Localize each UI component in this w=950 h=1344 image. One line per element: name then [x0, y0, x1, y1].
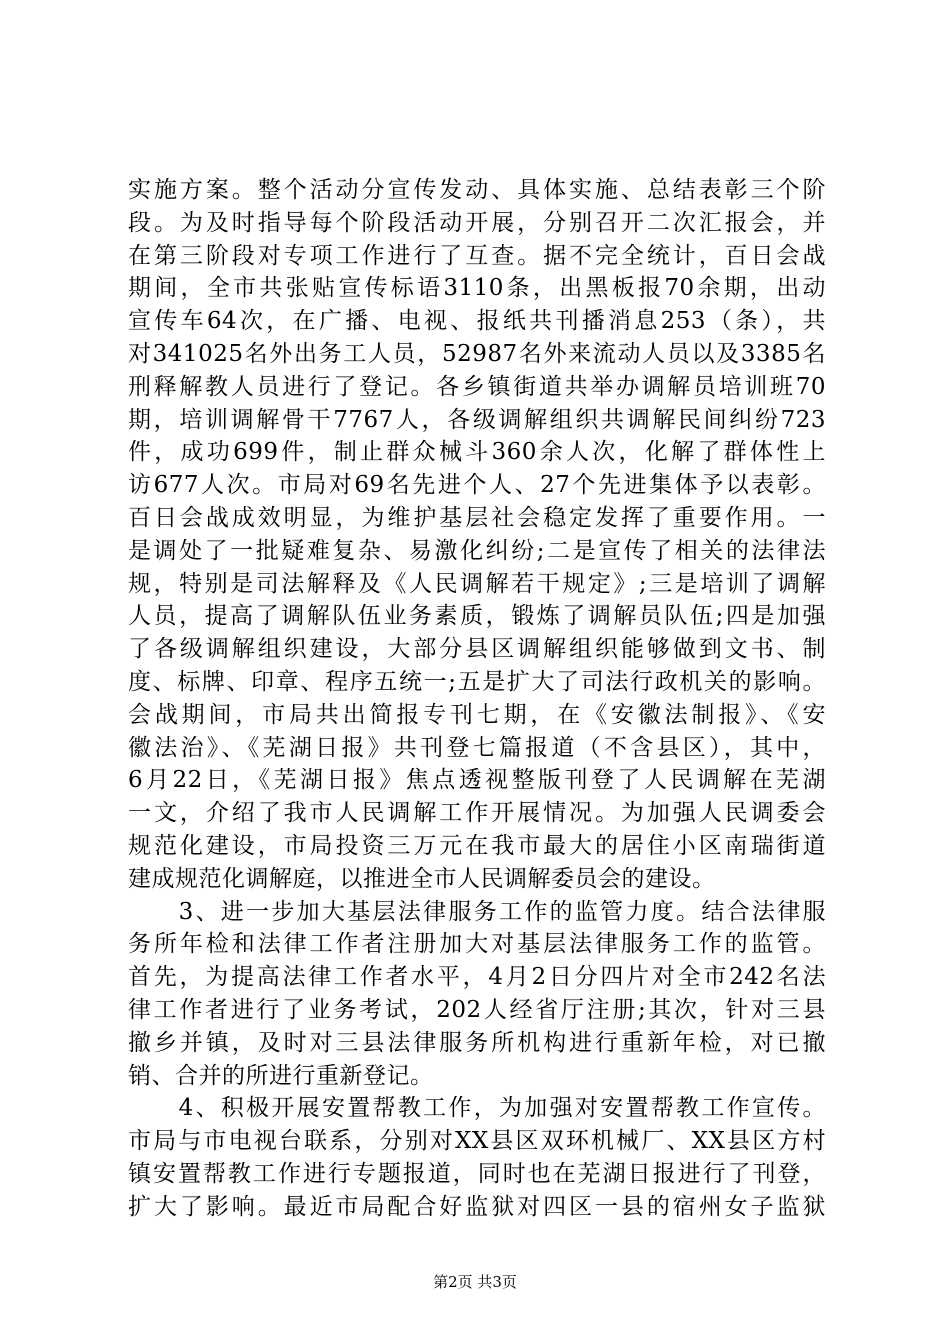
- text-line: 实施方案。整个活动分宣传发动、具体实施、总结表彰三个阶: [128, 177, 826, 203]
- text-line: 4、积极开展安置帮教工作，为加强对安置帮教工作宣传。: [128, 1095, 826, 1122]
- text-line: 务所年检和法律工作者注册加大对基层法律服务工作的监管。: [128, 931, 826, 958]
- text-line: 6月22日，《芜湖日报》焦点透视整版刊登了人民调解在芜湖: [128, 767, 826, 794]
- text-line: 期，培训调解骨干7767人，各级调解组织共调解民间纠纷723: [128, 406, 826, 433]
- text-line: 是调处了一批疑难复杂、易激化纠纷;二是宣传了相关的法律法: [128, 537, 826, 564]
- text-line: 度、标牌、印章、程序五统一;五是扩大了司法行政机关的影响。: [128, 668, 826, 695]
- page-number-footer: 第2页 共3页: [433, 1273, 517, 1291]
- text-line: 件，成功699件，制止群众械斗360余人次，化解了群体性上: [128, 439, 826, 466]
- text-line: 宣传车64次，在广播、电视、报纸共刊播消息253（条），共: [128, 308, 826, 335]
- text-line: 在第三阶段对专项工作进行了互查。据不完全统计，百日会战: [128, 242, 826, 269]
- text-line: 镇安置帮教工作进行专题报道，同时也在芜湖日报进行了刊登，: [128, 1160, 826, 1187]
- text-line: 期间，全市共张贴宣传标语3110条，出黑板报70余期，出动: [128, 275, 826, 302]
- text-line: 首先，为提高法律工作者水平，4月2日分四片对全市242名法: [128, 964, 826, 991]
- text-line: 规，特别是司法解释及《人民调解若干规定》;三是培训了调解: [128, 570, 826, 597]
- text-line: 3、进一步加大基层法律服务工作的监管力度。结合法律服: [128, 898, 826, 925]
- text-line: 徽法治》、《芜湖日报》共刊登七篇报道（不含县区），其中，: [128, 734, 826, 761]
- text-line: 撤乡并镇，及时对三县法律服务所机构进行重新年检，对已撤: [128, 1029, 826, 1056]
- text-line: 刑释解教人员进行了登记。各乡镇街道共举办调解员培训班70: [128, 373, 826, 400]
- text-line: 对341025名外出务工人员，52987名外来流动人员以及3385名: [128, 340, 826, 367]
- text-line: 规范化建设，市局投资三万元在我市最大的居住小区南瑞街道: [128, 832, 826, 859]
- text-line: 百日会战成效明显，为维护基层社会稳定发挥了重要作用。一: [128, 504, 826, 531]
- text-line: 销、合并的所进行重新登记。: [128, 1062, 434, 1089]
- text-line: 段。为及时指导每个阶段活动开展，分别召开二次汇报会，并: [128, 209, 826, 236]
- text-line: 扩大了影响。最近市局配合好监狱对四区一县的宿州女子监狱: [128, 1193, 826, 1220]
- text-line: 会战期间，市局共出简报专刊七期，在《安徽法制报》、《安: [128, 701, 826, 728]
- text-line: 了各级调解组织建设，大部分县区调解组织能够做到文书、制: [128, 636, 826, 663]
- document-body: [128, 174, 826, 1224]
- text-line: 人员，提高了调解队伍业务素质，锻炼了调解员队伍;四是加强: [128, 603, 826, 630]
- text-line: 律工作者进行了业务考试，202人经省厅注册;其次，针对三县: [128, 996, 826, 1023]
- text-line: 市局与市电视台联系，分别对XX县区双环机械厂、XX县区方村: [128, 1128, 826, 1155]
- text-line: 访677人次。市局对69名先进个人、27个先进集体予以表彰。: [128, 472, 826, 499]
- text-line: 一文，介绍了我市人民调解工作开展情况。为加强人民调委会: [128, 800, 826, 827]
- text-line: 建成规范化调解庭，以推进全市人民调解委员会的建设。: [128, 865, 716, 892]
